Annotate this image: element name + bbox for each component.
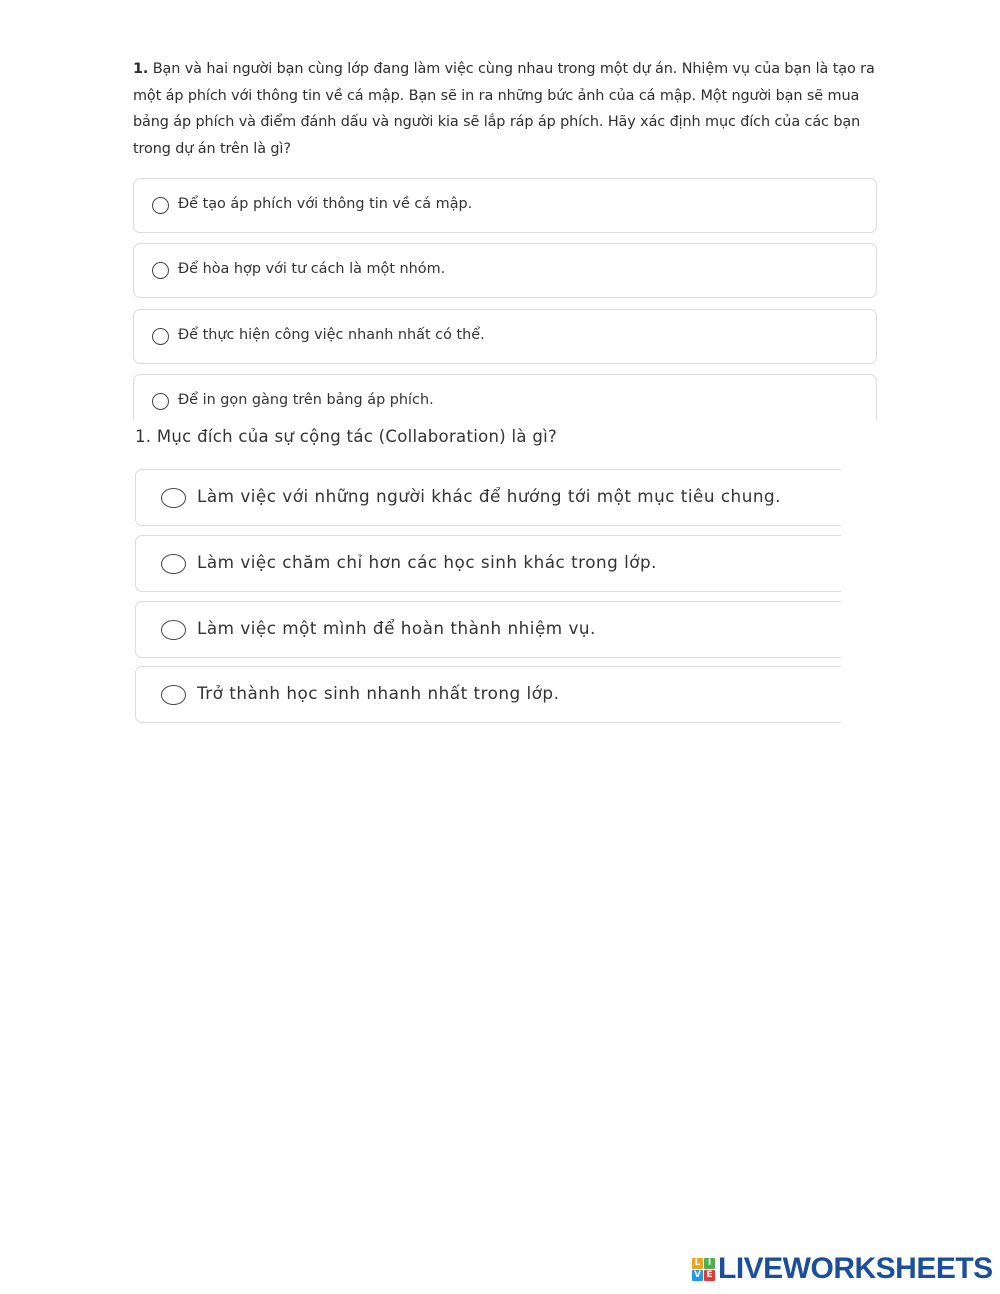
logo-mark-v: V (692, 1270, 703, 1281)
radio-button[interactable] (161, 685, 186, 705)
question-1-number: 1. (133, 61, 149, 77)
option-label: Để thực hiện công việc nhanh nhất có thể. (178, 327, 485, 343)
option-label: Để hòa hợp với tư cách là một nhóm. (178, 261, 446, 277)
option-label: Làm việc chăm chỉ hơn các học sinh khác trong lớp. (197, 552, 658, 572)
question-2-option-4[interactable] (135, 666, 841, 723)
question-1-option-1[interactable] (133, 178, 877, 233)
radio-button[interactable] (152, 197, 169, 214)
question-1-options (133, 178, 879, 420)
question-2-option-1[interactable] (135, 469, 841, 526)
question-1-option-2[interactable] (133, 243, 877, 298)
question-2-options (135, 469, 841, 729)
question-2-option-2[interactable] (135, 535, 841, 592)
option-label: Để tạo áp phích với thông tin về cá mập. (178, 196, 473, 212)
radio-button[interactable] (152, 328, 169, 345)
logo-text: LIVEWORKSHEETS (718, 1252, 993, 1285)
option-label: Trở thành học sinh nhanh nhất trong lớp. (197, 683, 560, 703)
liveworksheets-logo (692, 1254, 993, 1284)
radio-button[interactable] (152, 393, 169, 410)
question-1 (133, 56, 879, 408)
radio-button[interactable] (161, 554, 186, 574)
question-2-text: 1. Mục đích của sự cộng tác (Collaboration) là gì? (135, 427, 558, 446)
question-1-option-4[interactable] (133, 374, 877, 420)
radio-button[interactable] (161, 488, 186, 508)
live-logo-icon (692, 1258, 715, 1281)
logo-mark-e: E (704, 1270, 715, 1281)
option-label: Để in gọn gàng trên bảng áp phích. (178, 392, 434, 408)
logo-mark-i: I (704, 1258, 715, 1269)
option-label: Làm việc với những người khác để hướng tới một mục tiêu chung. (197, 486, 781, 506)
question-1-text (133, 56, 879, 162)
option-label: Làm việc một mình để hoàn thành nhiệm vụ. (197, 618, 596, 638)
logo-mark-l: L (692, 1258, 703, 1269)
radio-button[interactable] (161, 620, 186, 640)
question-1-option-3[interactable] (133, 309, 877, 364)
question-1-body: Bạn và hai người bạn cùng lớp đang làm việc cùng nhau trong một dự án. Nhiệm vụ của bạn là tạo ra một áp phích với thông tin về cá mập. Bạn sẽ in ra những bức ảnh của cá mập. Một người bạn sẽ mua bảng áp phích và điểm đánh dấu và người kia sẽ lắp ráp áp phích. Hãy xác định mục đích của các bạn trong dự án trên là gì? (133, 61, 875, 157)
question-2 (135, 424, 841, 703)
question-2-option-3[interactable] (135, 601, 841, 658)
radio-button[interactable] (152, 262, 169, 279)
